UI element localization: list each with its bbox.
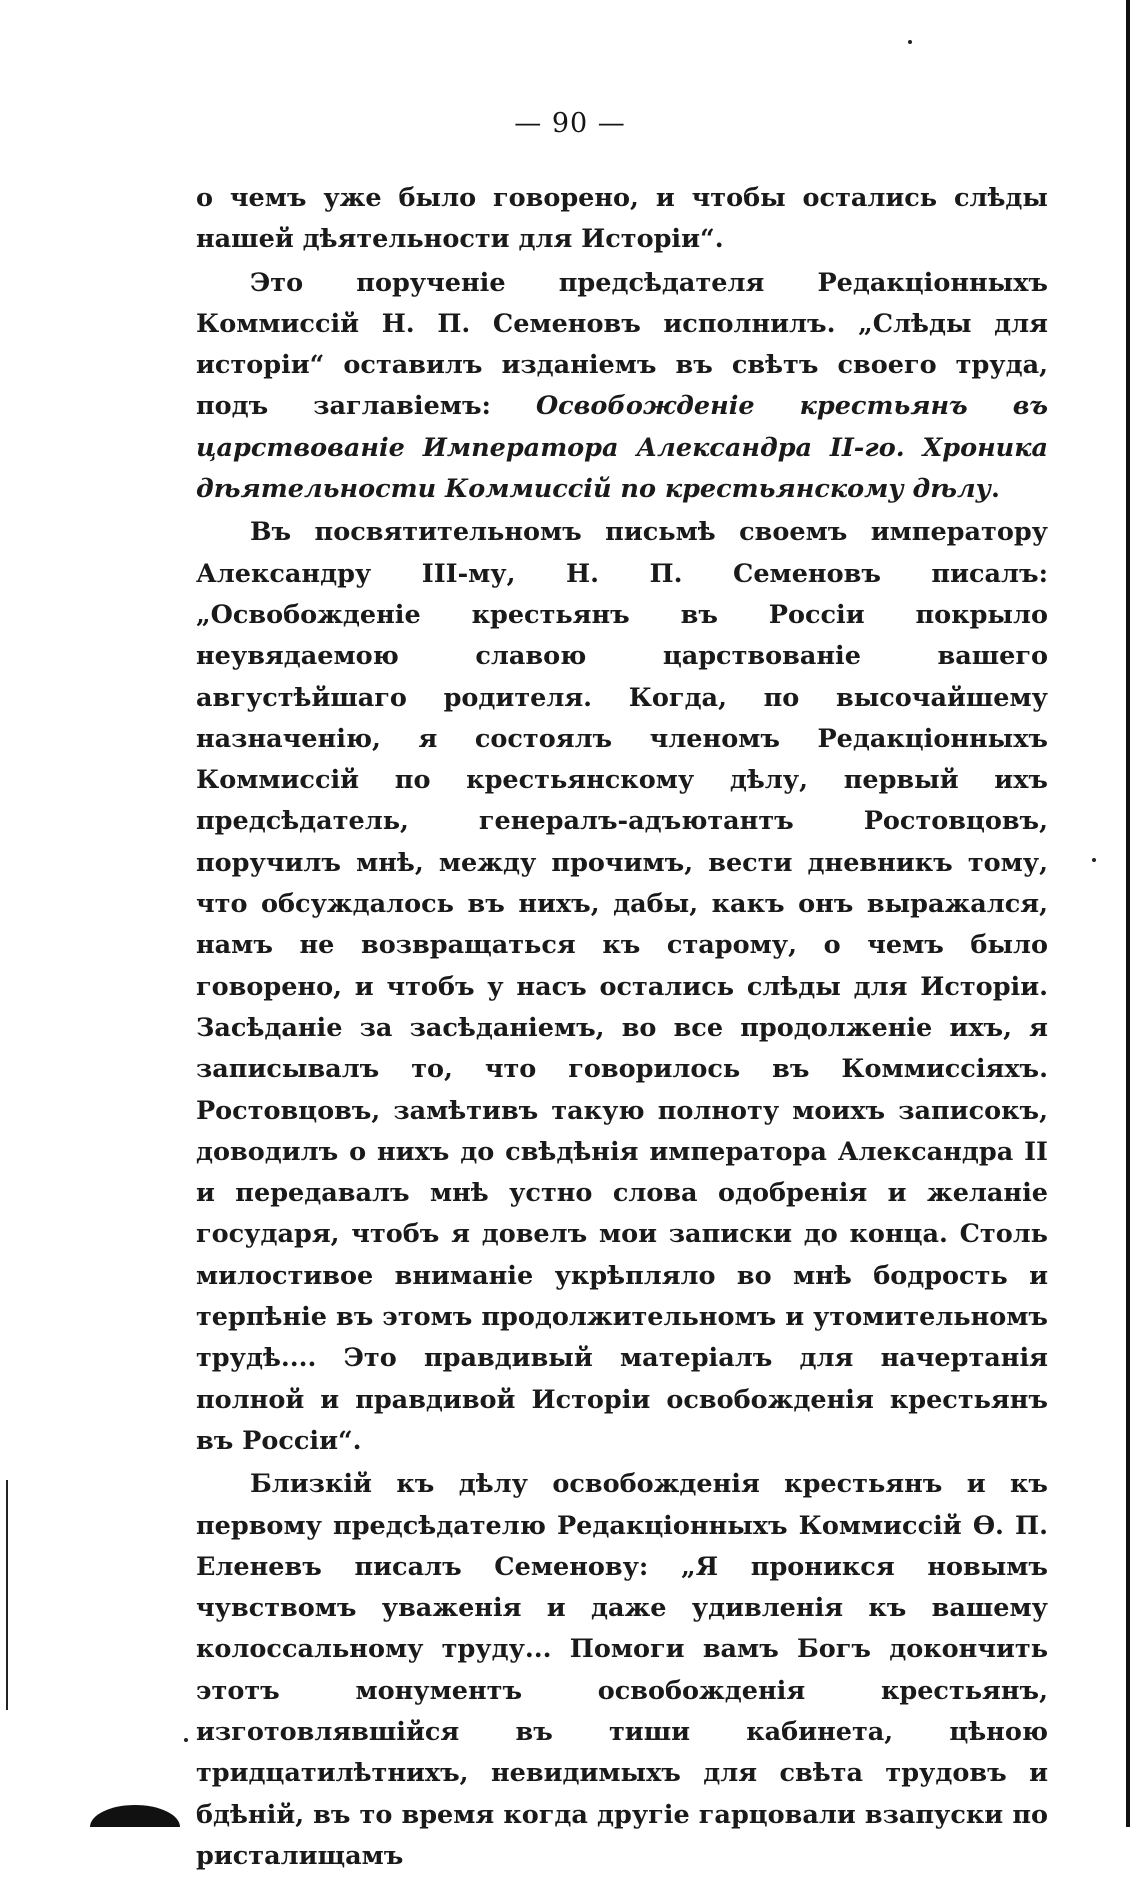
paragraph-dedication-letter: Въ посвятительномъ письмѣ своемъ императору Александру III-му, Н. П. Семеновъ писалъ: „Освобожденіе крестьянъ въ Россіи покрыло неувядаемою славою царствованіе вашего августѣйшаго родителя. Когда, по высочайшему назначенію, я состоялъ членомъ Редакціонныхъ Коммиссій по крестьянскому дѣлу, первый ихъ предсѣдатель, генералъ-адъютантъ Ростовцовъ, поручилъ мнѣ, между прочимъ, вести дневникъ тому, что обсуждалось въ нихъ, дабы, какъ онъ выражался, намъ не возвращаться къ старому, о чемъ было говорено, и чтобъ у насъ остались слѣды для Исторіи. Засѣданіе за засѣданіемъ, во все продолженіе ихъ, я записывалъ то, что говорилось въ Коммиссіяхъ. Ростовцовъ, замѣтивъ такую полноту моихъ записокъ, доводилъ о нихъ до свѣдѣнія императора Александра II и передавалъ мнѣ устно слова одобренія и желаніе государя, чтобъ я довелъ мои записки до конца. Столь милостивое вниманіе укрѣпляло во мнѣ бодрость и терпѣніе въ этомъ продолжительномъ и утомительномъ трудѣ.... Это правдивый матеріалъ для начертанія полной и правдивой Исторіи освобожденія крестьянъ въ Россіи“. (196, 517, 1048, 1456)
scan-speck (1092, 858, 1096, 862)
paragraph-text: Это порученіе предсѣдателя Редакціонныхъ Коммиссій Н. П. Семеновъ исполнилъ. „Слѣды для исторіи“ оставилъ изданіемъ въ свѣтъ своего труда, подъ заглавіемъ: (196, 267, 1048, 422)
page-number: — 90 — (514, 108, 626, 139)
ink-blot (90, 1805, 180, 1827)
paragraph-semenov-edition (196, 263, 1048, 511)
body-text (196, 178, 1048, 1879)
book-title: Освобожденіе крестьянъ въ царствованіе Императора Александра II-го. Хроника дѣятельности Коммиссій по крестьянскому дѣлу (196, 391, 1048, 505)
paragraph-elenev-letter: Близкій къ дѣлу освобожденія крестьянъ и къ первому предсѣдателю Редакціонныхъ Коммиссій Ѳ. П. Еленевъ писалъ Семенову: „Я проникся новымъ чувствомъ уваженія и даже удивленія къ вашему колоссальному труду... Помоги вамъ Богъ докончить этотъ монументъ освобожденія крестьянъ, изготовлявшійся въ тиши кабинета, цѣною тридцатилѣтнихъ, невидимыхъ для свѣта трудовъ и бдѣній, въ то время когда другіе гарцовали взапуски по ристалищамъ (196, 1469, 1048, 1871)
paragraph-text: . (990, 474, 1000, 505)
paragraph-continuation: о чемъ уже было говорено, и чтобы остались слѣды нашей дѣятельности для Исторіи“. (196, 183, 1048, 255)
scan-speck (908, 40, 912, 44)
scan-speck (184, 1738, 188, 1742)
page-edge-line (6, 1480, 8, 1710)
page-edge-shadow (1126, 0, 1130, 1827)
